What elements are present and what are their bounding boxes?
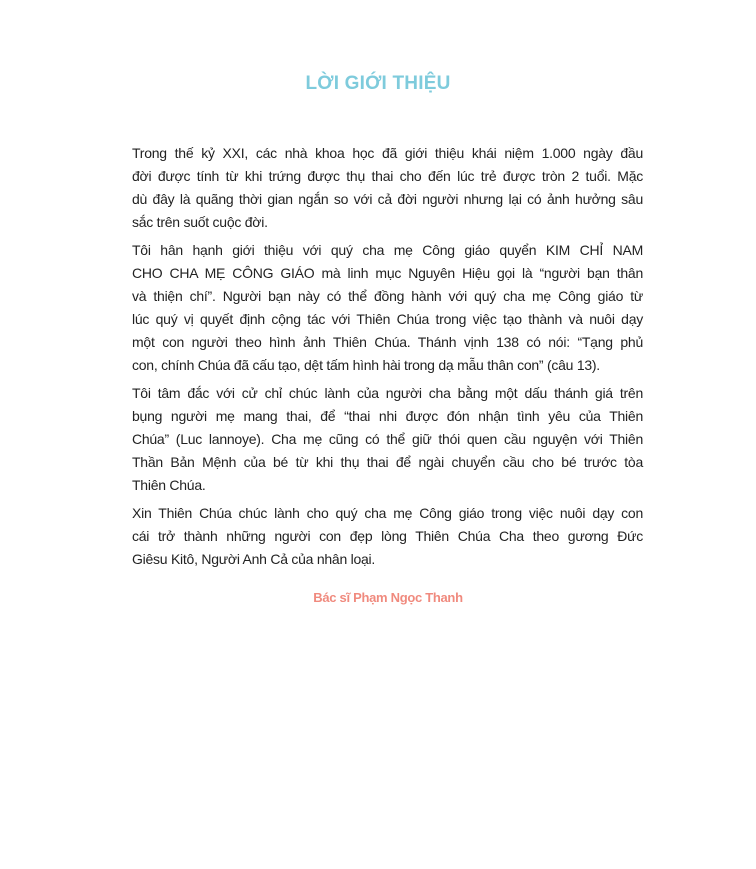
- text-line: một con người theo hình ảnh Thiên Chúa. Thánh vịnh 138 có nói: “Tạng phủ: [132, 334, 643, 350]
- text-line: lúc quý vị quyết định cộng tác với Thiên Chúa trong việc tạo thành và nuôi dạy: [132, 311, 643, 327]
- text-line: Giêsu Kitô, Người Anh Cả của nhân loại.: [132, 551, 376, 567]
- text-line: con, chính Chúa đã cấu tạo, dệt tấm hình hài trong dạ mẫu thân con” (câu 13).: [132, 357, 600, 373]
- document-body: [132, 142, 643, 576]
- text-line: Tôi tâm đắc với cử chỉ chúc lành của người cha bằng một dấu thánh giá trên: [132, 385, 643, 401]
- text-line: bụng người mẹ mang thai, để “thai nhi được đón nhận tình yêu của Thiên: [132, 408, 643, 424]
- text-line: cái trở thành những người con đẹp lòng Thiên Chúa Cha theo gương Đức: [132, 528, 643, 544]
- text-line: sắc trên suốt cuộc đời.: [132, 214, 268, 230]
- signature: Bác sĩ Phạm Ngọc Thanh: [313, 590, 463, 605]
- text-line: CHO CHA MẸ CÔNG GIÁO mà linh mục Nguyên Hiệu gọi là “người bạn thân: [132, 265, 643, 281]
- text-line: Thần Bản Mệnh của bé từ khi thụ thai để ngài chuyển cầu cho bé trước tòa: [132, 454, 643, 470]
- paragraph: [132, 239, 643, 377]
- text-line: Tôi hân hạnh giới thiệu với quý cha mẹ Công giáo quyển KIM CHỈ NAM: [132, 242, 643, 258]
- text-line: Thiên Chúa.: [132, 477, 206, 493]
- text-line: Chúa” (Luc lannoye). Cha mẹ cũng có thể giữ thói quen cầu nguyện với Thiên: [132, 431, 643, 447]
- page-title: LỜI GIỚI THIỆU: [305, 73, 451, 94]
- text-line: và thiện chí”. Người bạn này có thể đồng hành với quý cha mẹ Công giáo từ: [132, 288, 643, 304]
- paragraph: [132, 382, 643, 497]
- paragraph: [132, 502, 643, 571]
- text-line: đời được tính từ khi trứng được thụ thai cho đến lúc trẻ được tròn 2 tuổi. Mặc: [132, 168, 643, 184]
- text-line: Trong thế kỷ XXI, các nhà khoa học đã giới thiệu khái niệm 1.000 ngày đầu: [132, 145, 643, 161]
- text-line: dù đây là quãng thời gian ngắn so với cả đời người nhưng lại có ảnh hưởng sâu: [132, 191, 643, 207]
- text-line: Xin Thiên Chúa chúc lành cho quý cha mẹ Công giáo trong việc nuôi dạy con: [132, 505, 643, 521]
- paragraph: [132, 142, 643, 234]
